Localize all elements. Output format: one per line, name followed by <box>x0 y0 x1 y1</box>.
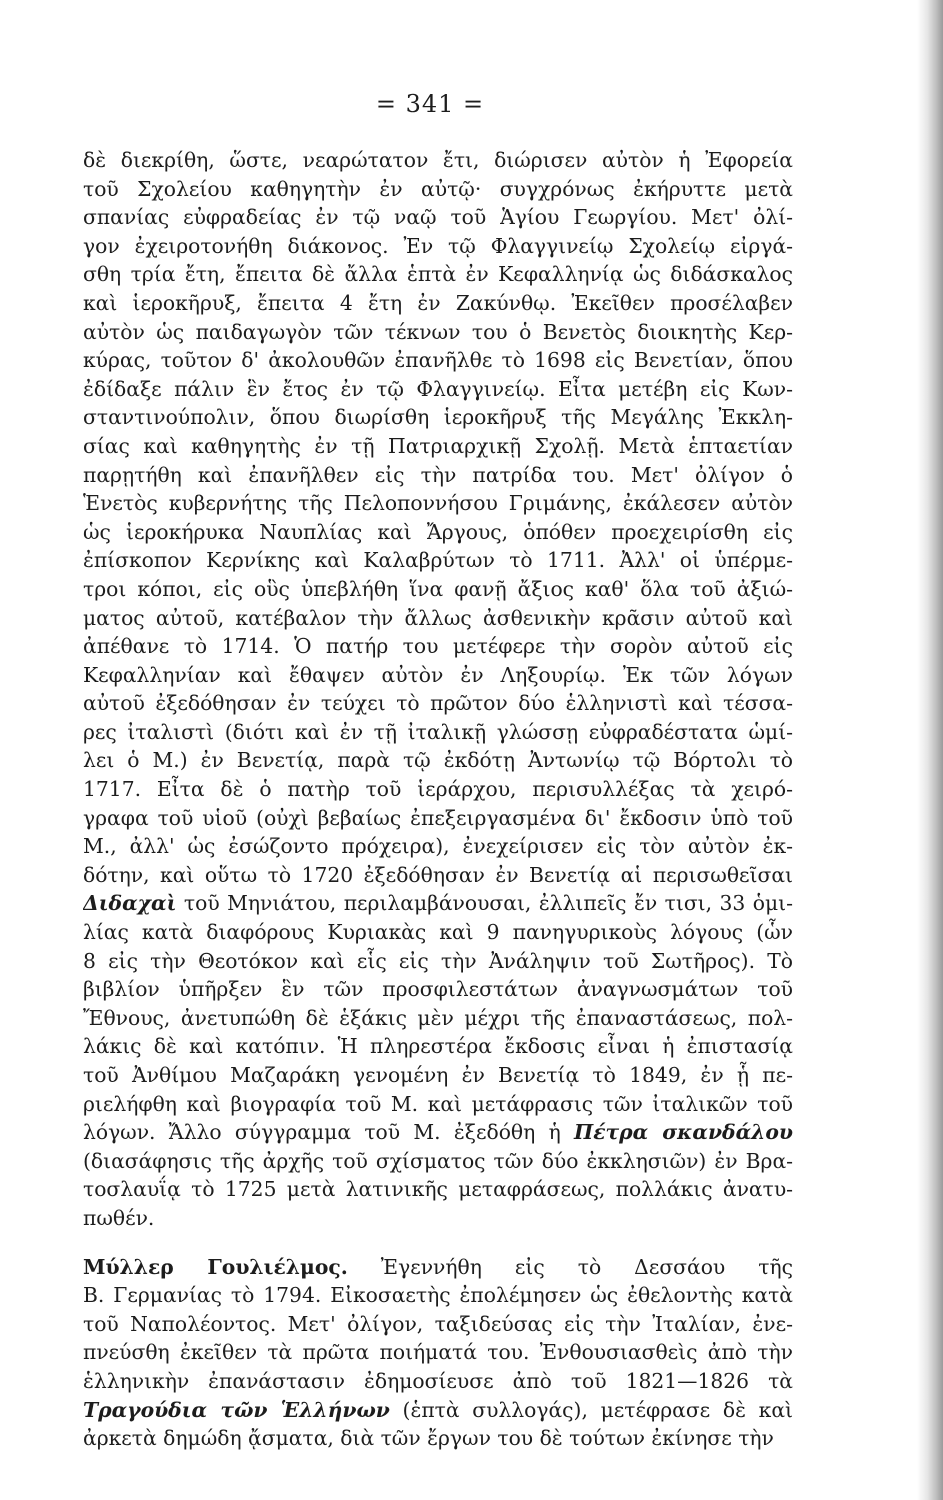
text-line <box>83 1424 793 1453</box>
text-line <box>83 175 793 204</box>
line-text: κύρας, τοῦτον δ' ἀκολουθῶν ἐπανῆλθε τὸ 1698 εἰς Βενετίαν, ὅπου <box>83 348 793 373</box>
line-text: ἐδίδαξε πάλιν ἓν ἔτος ἐν τῷ Φλαγγινείῳ. Εἶτα μετέβη εἰς Κων- <box>83 376 793 401</box>
line-text: τοῦ Μηνιάτου, περιλαμβάνουσαι, ἐλλιπεῖς ἔν τισι, 33 ὁμι- <box>176 891 793 916</box>
text-line <box>83 146 793 175</box>
text-line <box>83 775 793 804</box>
line-text: ὡς ἱεροκήρυκα Ναυπλίας καὶ Ἄργους, ὁπόθεν προεχειρίσθη εἰς <box>83 519 793 544</box>
text-line <box>83 1147 793 1176</box>
line-text: (ἑπτὰ συλλογάς), μετέφρασε δὲ καὶ <box>389 1397 793 1422</box>
line-text: αὐτοῦ ἐξεδόθησαν ἐν τεύχει τὸ πρῶτον δύο ἑλληνιστὶ καὶ τέσσα- <box>83 691 793 716</box>
page-number: = 341 = <box>375 90 485 118</box>
line-text: λει ὁ Μ.) ἐν Βενετίᾳ, παρὰ τῷ ἐκδότῃ Ἀντωνίῳ τῷ Βόρτολι τὸ <box>83 748 793 773</box>
line-text: λόγων. Ἄλλο σύγγραμμα τοῦ Μ. ἐξεδόθη ἡ <box>83 1120 575 1145</box>
text-line <box>83 432 793 461</box>
text-line <box>83 947 793 976</box>
text-line <box>83 1004 793 1033</box>
text-line <box>83 289 793 318</box>
text-line <box>83 1032 793 1061</box>
text-line <box>83 975 793 1004</box>
line-text: τοῦ Σχολείου καθηγητὴν ἐν αὐτῷ· συγχρόνως ἐκήρυττε μετὰ <box>83 176 793 201</box>
text-line <box>83 746 793 775</box>
text-line <box>83 260 793 289</box>
text-line <box>83 346 793 375</box>
paragraph-meniates <box>83 146 793 1233</box>
line-text: λάκις δὲ καὶ κατόπιν. Ἡ πληρεστέρα ἔκδοσις εἶναι ἡ ἐπιστασίᾳ <box>83 1034 793 1059</box>
line-text: σταντινούπολιν, ὅπου διωρίσθη ἱεροκῆρυξ τῆς Μεγάλης Ἐκκλη- <box>83 405 793 430</box>
text-line <box>83 1310 793 1339</box>
line-text: πωθέν. <box>83 1205 155 1230</box>
text-line <box>83 1118 793 1147</box>
line-text: 8 εἰς τὴν Θεοτόκον καὶ εἷς εἰς τὴν Ἀνάληψιν τοῦ Σωτῆρος). Τὸ <box>83 948 793 973</box>
text-line <box>83 1061 793 1090</box>
text-line <box>83 832 793 861</box>
text-line <box>83 918 793 947</box>
text-line <box>83 1281 793 1310</box>
line-text: ἐπίσκοπον Κερνίκης καὶ Καλαβρύτων τὸ 1711. Ἀλλ' οἱ ὑπέρμε- <box>83 548 793 573</box>
text-line <box>83 375 793 404</box>
line-text: Ἔθνους, ἀνετυπώθη δὲ ἑξάκις μὲν μέχρι τῆς ἐπαναστάσεως, πολ- <box>83 1005 793 1030</box>
paragraph-gap <box>83 1233 793 1253</box>
line-text: τροι κόποι, εἰς οὓς ὑπεβλήθη ἵνα φανῇ ἄξιος καθ' ὅλα τοῦ ἀξιώ- <box>83 576 793 601</box>
paragraph-muller <box>83 1253 793 1453</box>
text-line <box>83 575 793 604</box>
line-text: (διασάφησις τῆς ἀρχῆς τοῦ σχίσματος τῶν δύο ἐκκλησιῶν) ἐν Βρα- <box>83 1148 793 1173</box>
text-line <box>83 1338 793 1367</box>
line-text: ἀπέθανε τὸ 1714. Ὁ πατήρ του μετέφερε τὴν σορὸν αὐτοῦ εἰς <box>83 634 793 659</box>
line-text: Ἐγεννήθη εἰς τὸ Δεσσάου τῆς <box>347 1254 793 1279</box>
line-text: λίας κατὰ διαφόρους Κυριακὰς καὶ 9 πανηγυρικοὺς λόγους (ὧν <box>83 920 793 945</box>
line-text: αὐτὸν ὡς παιδαγωγὸν τῶν τέκνων του ὁ Βενετὸς διοικητὴς Κερ- <box>83 319 793 344</box>
line-text: σθη τρία ἔτη, ἔπειτα δὲ ἄλλα ἑπτὰ ἐν Κεφαλληνίᾳ ὡς διδάσκαλος <box>83 262 793 287</box>
line-text: Ἑνετὸς κυβερνήτης τῆς Πελοποννήσου Γριμάνης, ἐκάλεσεν αὐτὸν <box>83 491 793 516</box>
text-line <box>83 1253 793 1282</box>
text-line <box>83 804 793 833</box>
emphasized-term: Τραγούδια τῶν Ἑλλήνων <box>83 1397 390 1422</box>
line-text: σίας καὶ καθηγητὴς ἐν τῇ Πατριαρχικῇ Σχολῇ. Μετὰ ἑπταετίαν <box>83 433 793 458</box>
line-text: ματος αὐτοῦ, κατέβαλον τὴν ἄλλως ἀσθενικὴν κρᾶσιν αὐτοῦ καὶ <box>83 605 793 630</box>
line-text: τοῦ Ἀνθίμου Μαζαράκη γενομένη ἐν Βενετίᾳ τὸ 1849, ἐν ᾗ πε- <box>83 1063 793 1087</box>
text-line <box>83 546 793 575</box>
text-line <box>83 203 793 232</box>
text-line <box>83 1175 793 1204</box>
line-text: καὶ ἱεροκῆρυξ, ἔπειτα 4 ἔτη ἐν Ζακύνθῳ. Ἐκεῖθεν προσέλαβεν <box>83 290 793 315</box>
text-line <box>83 489 793 518</box>
emphasized-term: Πέτρα σκανδάλου <box>574 1120 793 1145</box>
text-line <box>83 661 793 690</box>
body-text <box>83 146 793 1453</box>
emphasized-term: Διδαχαὶ <box>83 891 177 916</box>
line-text: παρῃτήθη καὶ ἐπανῆλθεν εἰς τὴν πατρίδα του. Μετ' ὀλίγον ὁ <box>83 462 793 487</box>
text-line <box>83 1367 793 1396</box>
text-line <box>83 889 793 918</box>
text-line <box>83 632 793 661</box>
line-text: Β. Γερμανίας τὸ 1794. Εἰκοσαετὴς ἐπολέμησεν ὡς ἐθελοντὴς κατὰ <box>83 1283 793 1308</box>
line-text: δότην, καὶ οὕτω τὸ 1720 ἐξεδόθησαν ἐν Βενετίᾳ αἱ περισωθεῖσαι <box>83 862 793 887</box>
text-line <box>83 232 793 261</box>
line-text: ριελήφθη καὶ βιογραφία τοῦ Μ. καὶ μετάφρασις τῶν ἰταλικῶν τοῦ <box>83 1091 793 1116</box>
text-line <box>83 318 793 347</box>
text-line <box>83 518 793 547</box>
line-text: γον ἐχειροτονήθη διάκονος. Ἐν τῷ Φλαγγινείῳ Σχολείῳ εἰργά- <box>83 233 793 258</box>
line-text: ἑλληνικὴν ἐπανάστασιν ἐδημοσίευσε ἀπὸ τοῦ 1821—1826 τὰ <box>83 1368 793 1393</box>
line-text: γραφα τοῦ υἱοῦ (οὐχὶ βεβαίως ἐπεξειργασμένα δι' ἔκδοσιν ὑπὸ τοῦ <box>83 805 793 830</box>
emphasized-term: Μύλλερ Γουλιέλμος. <box>83 1254 348 1279</box>
line-text: ρες ἰταλιστὶ (διότι καὶ ἐν τῇ ἰταλικῇ γλώσσῃ εὐφραδέστατα ὡμί- <box>83 719 793 744</box>
text-line <box>83 403 793 432</box>
line-text: τοσλαυΐᾳ τὸ 1725 μετὰ λατινικῆς μεταφράσεως, πολλάκις ἀνατυ- <box>83 1177 793 1202</box>
text-line <box>83 1396 793 1425</box>
line-text: βιβλίον ὑπῆρξεν ἓν τῶν προσφιλεστάτων ἀναγνωσμάτων τοῦ <box>83 977 793 1002</box>
line-text: 1717. Εἶτα δὲ ὁ πατὴρ τοῦ ἱεράρχου, περισυλλέξας τὰ χειρό- <box>83 777 793 802</box>
line-text: Μ., ἀλλ' ὡς ἐσώζοντο πρόχειρα), ἐνεχείρισεν εἰς τὸν αὐτὸν ἐκ- <box>83 834 793 859</box>
text-line <box>83 689 793 718</box>
text-line <box>83 1090 793 1119</box>
line-text: τοῦ Ναπολέοντος. Μετ' ὀλίγον, ταξιδεύσας εἰς τὴν Ἰταλίαν, ἐνε- <box>83 1311 793 1336</box>
line-text: Κεφαλληνίαν καὶ ἔθαψεν αὐτὸν ἐν Ληξουρίῳ. Ἐκ τῶν λόγων <box>83 662 793 687</box>
line-text: σπανίας εὐφραδείας ἐν τῷ ναῷ τοῦ Ἁγίου Γεωργίου. Μετ' ὀλί- <box>83 205 793 230</box>
line-text: πνεύσθη ἐκεῖθεν τὰ πρῶτα ποιήματά του. Ἐνθουσιασθεὶς ἀπὸ τὴν <box>83 1340 793 1365</box>
text-line <box>83 461 793 490</box>
book-spine-shadow <box>917 0 943 1500</box>
line-text: ἀρκετὰ δημώδη ᾄσματα, διὰ τῶν ἔργων του δὲ τούτων ἐκίνησε τὴν <box>83 1426 774 1451</box>
text-line <box>83 718 793 747</box>
text-line <box>83 604 793 633</box>
text-line <box>83 1204 793 1233</box>
line-text: δὲ διεκρίθη, ὥστε, νεαρώτατον ἔτι, διώρισεν αὐτὸν ἡ Ἐφορεία <box>83 148 793 172</box>
text-line <box>83 861 793 890</box>
